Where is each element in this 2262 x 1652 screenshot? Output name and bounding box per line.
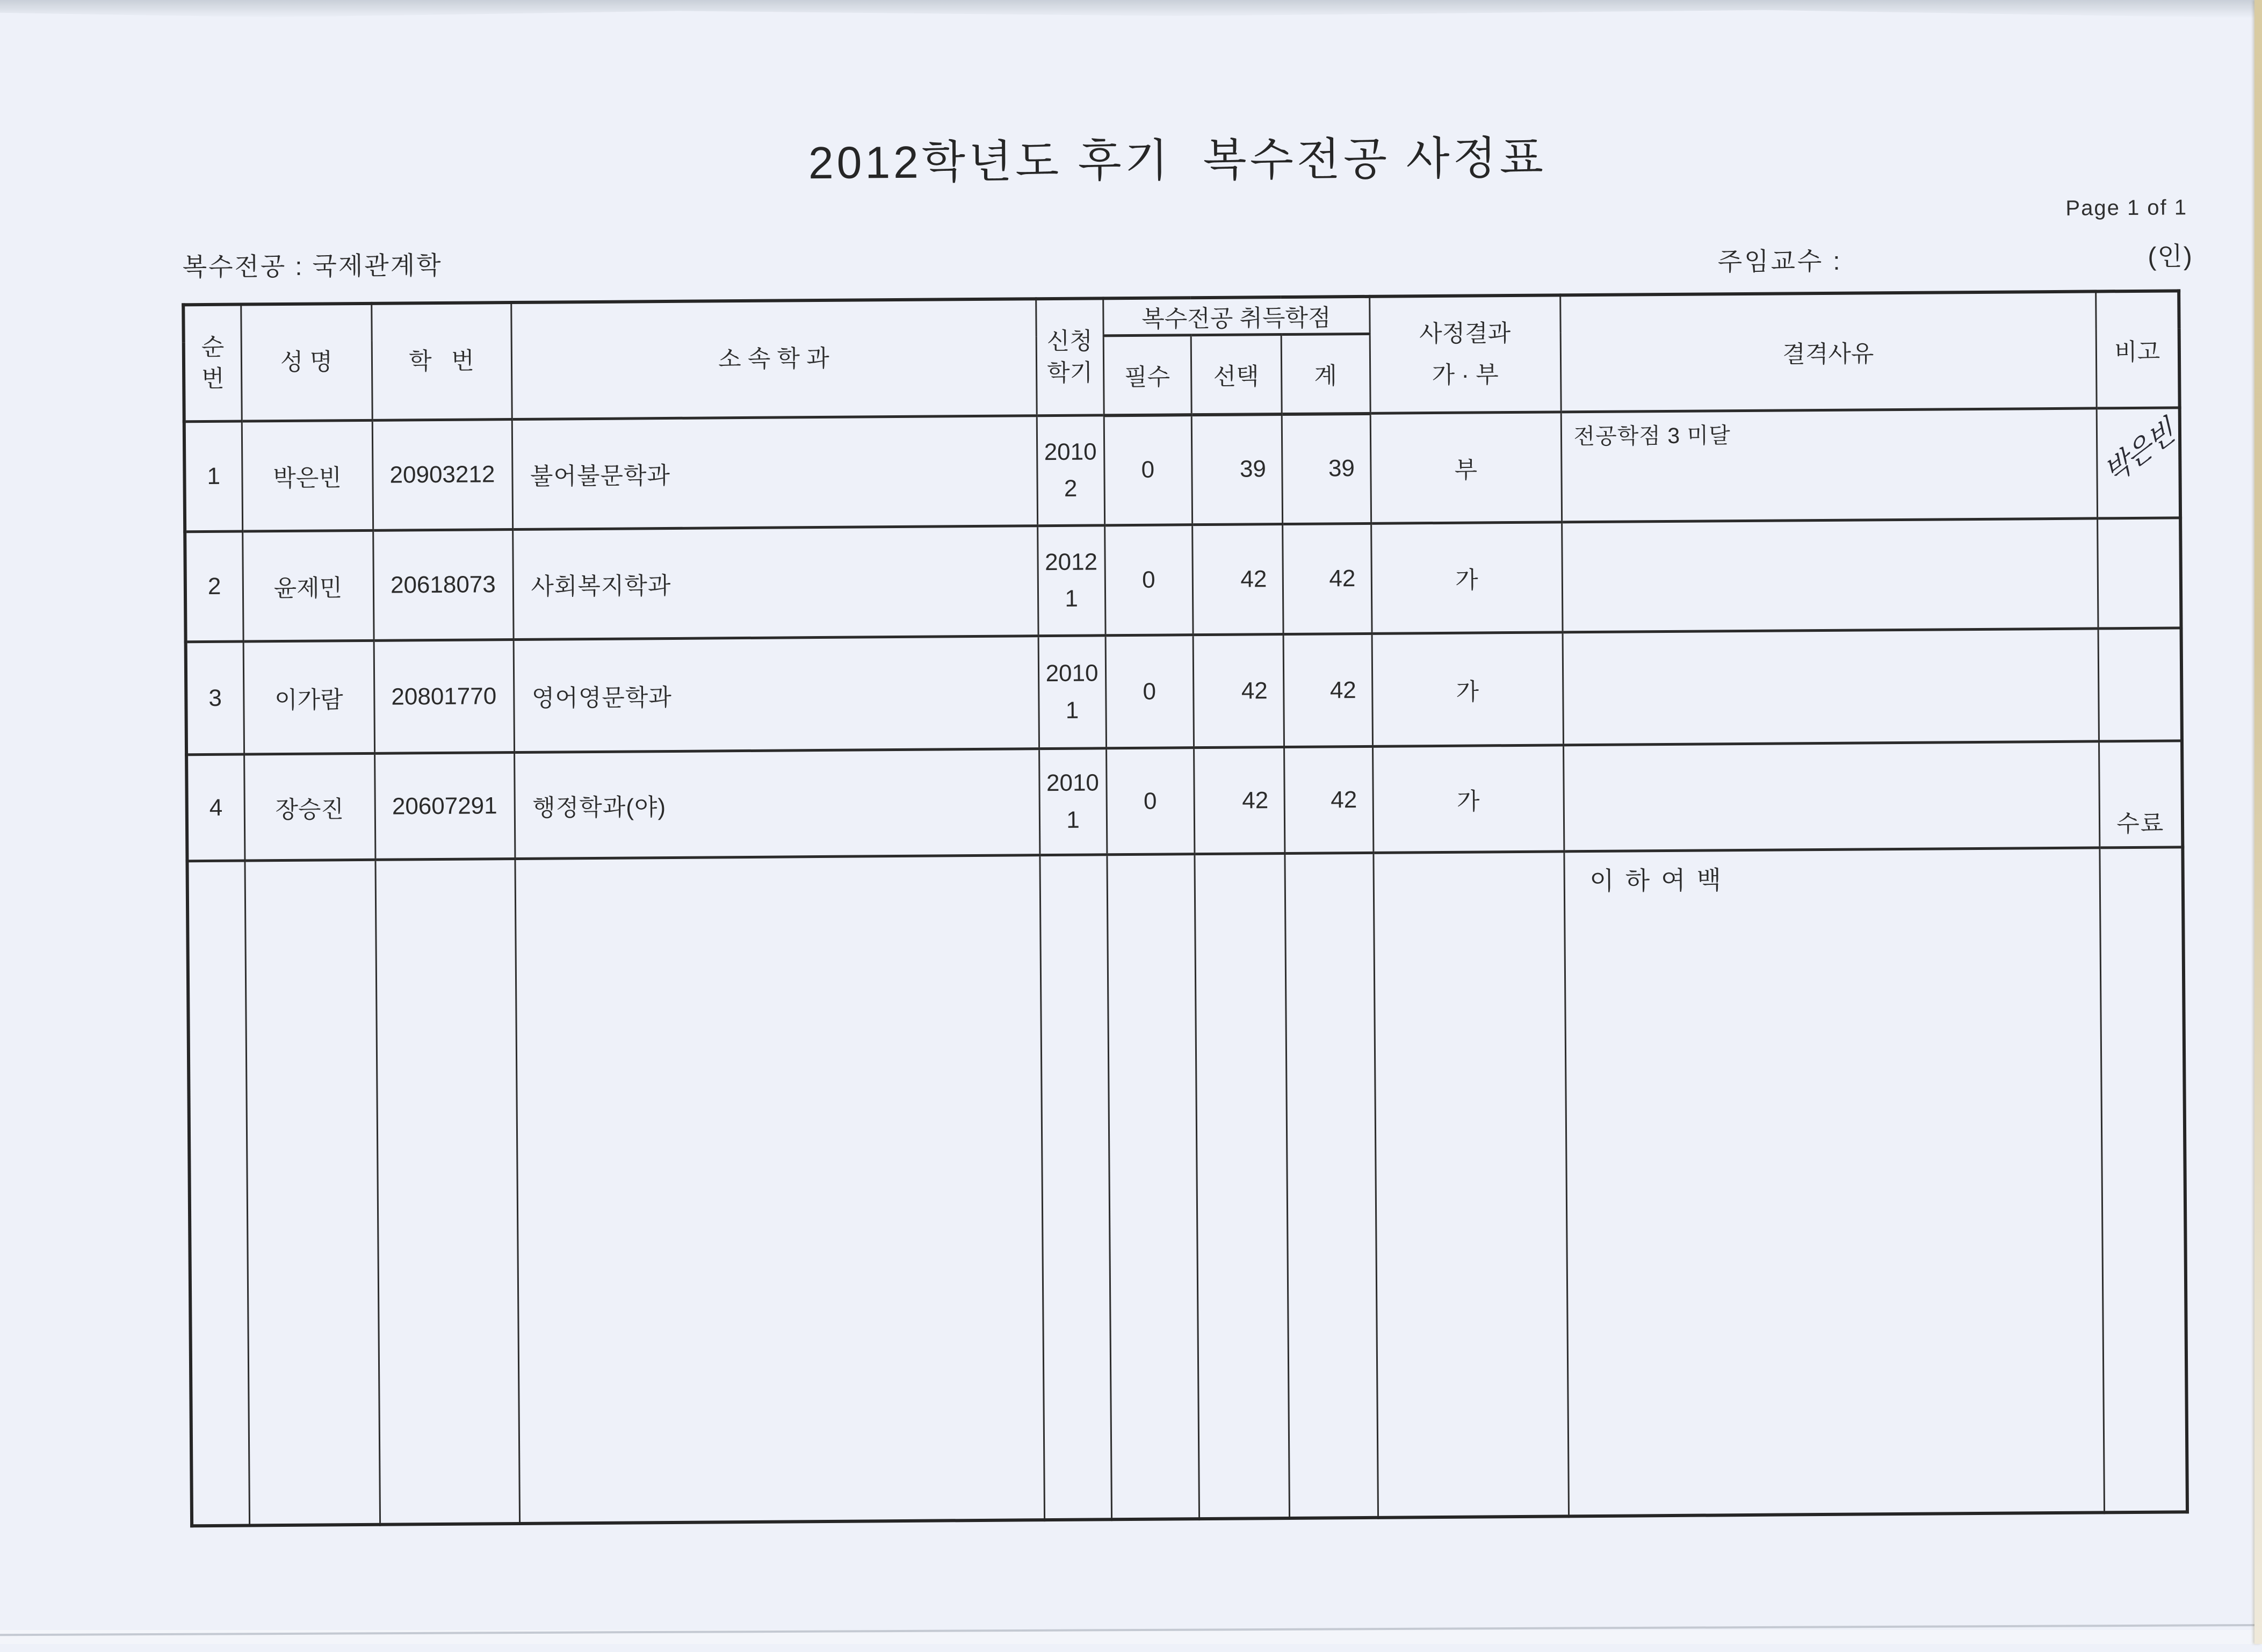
row2-result-cell: 가 xyxy=(1371,522,1562,633)
completion-note: 수료 xyxy=(2116,810,2165,838)
remainder-note-cell xyxy=(2099,847,2187,1512)
col-header-required: 필수 xyxy=(1103,335,1191,415)
col-header-no: 순 번 xyxy=(183,305,242,422)
row1-department-cell: 불어불문학과 xyxy=(512,416,1037,530)
semester-year: 2010 xyxy=(1046,769,1100,797)
semester-term: 2 xyxy=(1064,475,1078,502)
row3-reason-cell xyxy=(1563,629,2099,745)
table-row xyxy=(184,408,2180,532)
row1-note-cell xyxy=(2097,408,2180,518)
row1-semester-cell xyxy=(1037,415,1104,526)
row4-name-cell: 장승진 xyxy=(244,753,375,861)
row2-semester-cell xyxy=(1037,525,1105,636)
row4-reason-cell xyxy=(1563,741,2099,852)
row4-no-cell: 4 xyxy=(186,754,244,861)
scanner-right-edge xyxy=(2254,0,2262,1644)
row2-total-cell: 42 xyxy=(1282,523,1371,634)
col-header-elective: 선택 xyxy=(1191,335,1282,415)
remainder-result-cell xyxy=(1373,852,1569,1517)
row2-no-cell: 2 xyxy=(185,531,243,642)
col-header-result: 사정결과 가 · 부 xyxy=(1369,295,1561,413)
row1-student-id-cell: 20903212 xyxy=(372,420,512,531)
semester-term: 1 xyxy=(1065,585,1078,612)
row4-department-cell: 행정학과(야) xyxy=(514,749,1039,859)
row3-semester-cell xyxy=(1038,636,1106,749)
semester-term: 1 xyxy=(1065,697,1079,724)
remainder-total-cell xyxy=(1284,853,1378,1518)
semester-year: 2010 xyxy=(1044,438,1097,465)
col-header-note: 비고 xyxy=(2095,291,2180,408)
row1-elective-cell: 39 xyxy=(1191,414,1282,525)
row4-result-cell: 가 xyxy=(1372,745,1564,853)
page-indicator: Page 1 of 1 xyxy=(2065,196,2188,220)
row3-required-cell: 0 xyxy=(1105,635,1194,748)
row1-result-cell: 부 xyxy=(1370,412,1562,523)
remainder-reason-cell xyxy=(1564,848,2104,1516)
col-header-semester: 신청 학기 xyxy=(1036,298,1104,415)
col-header-name: 성 명 xyxy=(241,304,372,421)
col-header-reason: 결격사유 xyxy=(1560,291,2096,412)
row3-department-cell: 영어영문학과 xyxy=(514,636,1039,753)
row4-semester-cell xyxy=(1039,748,1107,855)
row4-note-cell xyxy=(2099,741,2182,848)
row3-note-cell xyxy=(2098,628,2182,741)
row1-name-cell: 박은빈 xyxy=(242,420,373,531)
row1-total-cell: 39 xyxy=(1282,413,1371,524)
row2-department-cell: 사회복지학과 xyxy=(512,526,1038,640)
remainder-semester-cell xyxy=(1039,855,1111,1520)
row2-required-cell: 0 xyxy=(1104,525,1193,636)
row3-student-id-cell: 20801770 xyxy=(374,640,514,754)
col-header-total: 계 xyxy=(1281,334,1370,414)
assessment-table xyxy=(182,289,2189,1527)
double-major-label: 복수전공 : 국제관계학 xyxy=(182,250,443,282)
remainder-no-cell xyxy=(187,861,249,1526)
col-header-credits-group: 복수전공 취득학점 xyxy=(1103,297,1369,336)
seal-placeholder: (인) xyxy=(2148,242,2193,271)
row3-result-cell: 가 xyxy=(1372,632,1563,746)
page-title: 2012학년도 후기 복수전공 사정표 xyxy=(808,132,1547,189)
semester-term: 1 xyxy=(1066,806,1080,833)
row3-elective-cell: 42 xyxy=(1193,634,1284,748)
reason-text: 전공학점 3 미달 xyxy=(1573,423,1731,449)
row4-total-cell: 42 xyxy=(1284,746,1373,853)
blank-below-note: 이 하 여 백 xyxy=(1589,865,1724,896)
header-row-top xyxy=(183,291,2179,342)
remainder-student-id-cell xyxy=(375,859,519,1525)
row2-reason-cell xyxy=(1562,518,2098,632)
row1-no-cell: 1 xyxy=(184,421,242,532)
row2-note-cell xyxy=(2097,518,2181,629)
table-row xyxy=(186,741,2182,861)
semester-year: 2012 xyxy=(1044,549,1098,575)
remainder-department-cell xyxy=(515,855,1044,1524)
head-professor-label: 주임교수 : xyxy=(1717,246,1842,276)
col-header-student-id: 학 번 xyxy=(371,302,512,420)
row2-student-id-cell: 20618073 xyxy=(373,530,513,641)
row3-no-cell: 3 xyxy=(186,641,244,755)
row4-required-cell: 0 xyxy=(1106,748,1194,855)
remainder-required-cell xyxy=(1107,854,1199,1519)
row2-name-cell: 윤제민 xyxy=(242,530,373,641)
handwritten-signature: 박은빈 xyxy=(2099,414,2178,491)
remainder-name-cell xyxy=(244,860,380,1525)
table-row xyxy=(185,518,2181,642)
row2-elective-cell: 42 xyxy=(1192,524,1283,635)
row4-student-id-cell: 20607291 xyxy=(374,753,515,860)
table-row xyxy=(186,628,2182,755)
semester-year: 2010 xyxy=(1045,660,1099,687)
remainder-row xyxy=(187,847,2187,1526)
row3-name-cell: 이가람 xyxy=(243,640,374,754)
remainder-elective-cell xyxy=(1194,854,1289,1519)
row3-total-cell: 42 xyxy=(1283,633,1372,747)
col-header-department: 소 속 학 과 xyxy=(511,299,1036,419)
row4-elective-cell: 42 xyxy=(1194,747,1284,854)
row1-required-cell: 0 xyxy=(1104,415,1192,525)
row1-reason-cell xyxy=(1561,408,2097,522)
